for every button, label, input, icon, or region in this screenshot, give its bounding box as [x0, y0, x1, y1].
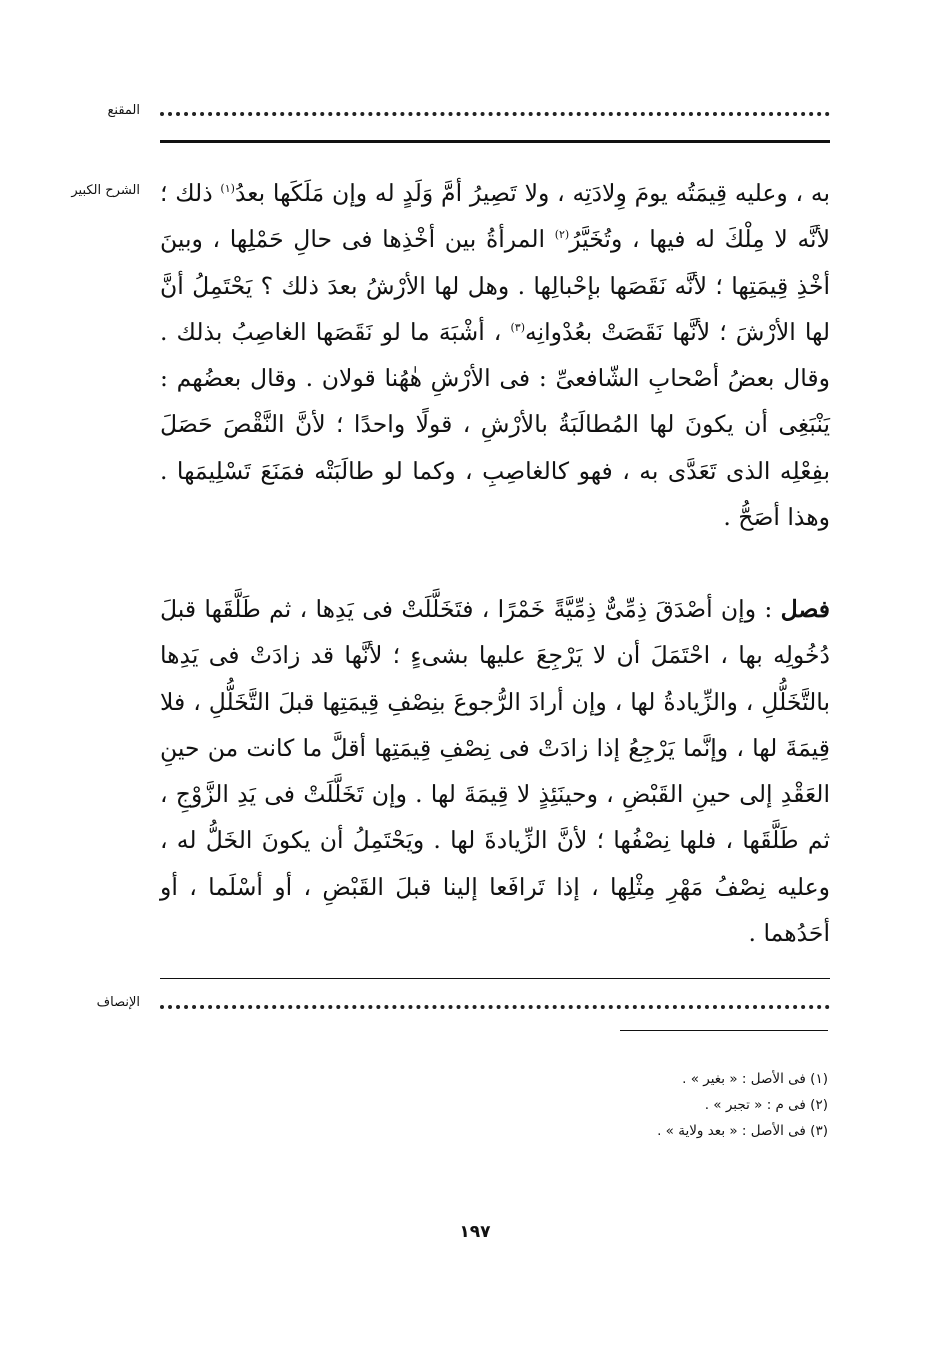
footnote-ref-3: (٣)	[510, 321, 525, 335]
insaf-top-rule	[160, 978, 830, 979]
section-1-paragraph	[160, 170, 830, 540]
footnote-2: (٢) فى م : « تجبر » .	[704, 1097, 828, 1113]
section-2-text: : وإن أصْدَقَ ذِمِّىٌّ ذِمِّيَّةً خَمْرًا ، فتَخَلَّلَتْ فى يَدِها ، ثم طَلَّقَها قبلَ دُخُولِه بها ، احْتَمَلَ أن لا يَرْجِعَ عليها بشىءٍ ؛ لأنَّها قد زادَتْ فى يَدِها بالتَّخَلُّلِ ، والزِّيادةُ لها ، وإن أرادَ الرُّجوعَ بنِصْفِ قِيمَتِها قبلَ التَّخَلُّلِ ، فلا قِيمَةَ لها ، وإنَّما يَرْجِعُ إذا زادَتْ فى نِصْفِ قِيمَتِها أقلَّ ما كانت من حينِ العَقْدِ إلى حينِ القَبْضِ ، وحينَئِذٍ لا قِيمَةَ لها . وإن تَخَلَّلَتْ فى يَدِ الزَّوْجِ ، ثم طَلَّقَها ، فلها نِصْفُها ؛ لأنَّ الزِّيادةَ لها . ويَحْتَمِلُ أن يكونَ الخَلُّ له ، وعليه نِصْفُ مَهْرِ مِثْلِها ، إذا تَرافَعا إلينا قبلَ القَبْضِ ، أو أسْلَما ، أو أحَدُهما .	[160, 595, 830, 948]
section-1-text-c: المرأةُ بين أخْذِها فى حالِ حَمْلِها ، وبينَ أخْذِ قِيمَتِها ؛ لأنَّه نَقَصَها بإحْبالِها . وهل لها الأرْشُ بعدَ ذلك ؟ يَحْتَمِلُ أنَّ لها الأرْشَ ؛ لأنَّها نَقَصَتْ بعُدْوانِه	[160, 225, 830, 346]
header-dotted-rule	[160, 112, 830, 116]
footnote-separator	[620, 1030, 828, 1031]
main-text	[160, 170, 830, 540]
section-heading-fasl: فصل	[780, 595, 830, 623]
sharh-label: الشرح الكبير	[71, 183, 140, 198]
footnote-3: (٣) فى الأصل : « بعد ولاية » .	[657, 1123, 828, 1139]
header-label: المقنع	[107, 103, 140, 118]
insaf-label: الإنصاف	[96, 995, 140, 1010]
section-1-text-d: ، أشْبَهَ ما لو نَقَصَها الغاصِبُ بذلك . وقال بعضُ أصْحابِ الشّافعىِّ : فى الأرْشِ هٰهُنا قولان . وقال بعضُهم : يَنْبَغِى أن يكونَ لها المُطالَبَةُ بالأرْشِ ، قولًا واحدًا ؛ لأنَّ النَّقْصَ حَصَلَ بفِعْلِه الذى تَعَدَّى به ، فهو كالغاصِبِ ، وكما لو طالَبَتْه فمَنَعَ تَسْلِيمَها . وهذا أصَحُّ .	[160, 317, 830, 532]
footnote-1: (١) فى الأصل : « بغير » .	[682, 1071, 828, 1087]
section-1-text-a: به ، وعليه قِيمَتُه يومَ وِلادَتِه ، ولا تَصِيرُ أمَّ وَلَدٍ له وإن مَلَكَها بعدُ	[234, 179, 830, 207]
footnotes	[657, 1066, 828, 1144]
section-2	[160, 586, 830, 956]
page-number: ١٩٧	[459, 1222, 491, 1242]
insaf-dotted-rule	[160, 1005, 830, 1009]
footnote-ref-2: (٢)	[554, 228, 570, 242]
header-rule	[160, 140, 830, 143]
section-2-paragraph	[160, 586, 830, 956]
footnote-ref-1: (١)	[220, 182, 235, 196]
section-1-text-b: ذلك ؛ لأنَّه لا مِلْكَ له فيها ، وتُخَيَّرُ	[160, 179, 831, 254]
